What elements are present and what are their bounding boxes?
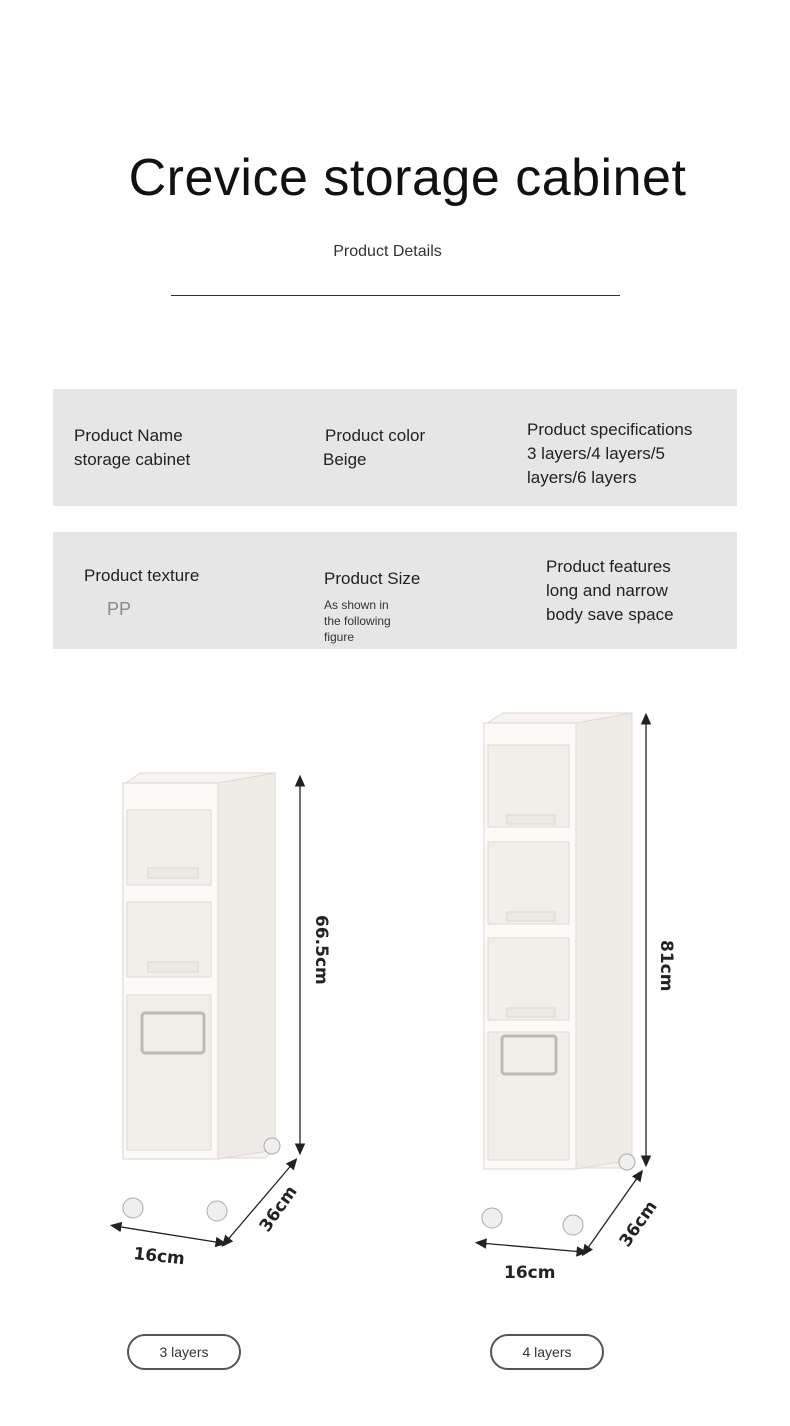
product-spec-value-2: layers/6 layers bbox=[527, 468, 637, 487]
product-texture-label: Product texture bbox=[84, 566, 200, 585]
width-dimension-line-right bbox=[480, 1243, 583, 1252]
product-size-value-2: the following bbox=[324, 614, 391, 628]
page-subtitle: Product Details bbox=[333, 243, 442, 260]
page-title: Crevice storage cabinet bbox=[128, 149, 687, 207]
cabinet-4-layers-image bbox=[482, 713, 635, 1235]
details-row-2 bbox=[53, 532, 737, 649]
product-spec-value-1: 3 layers/4 layers/5 bbox=[527, 444, 665, 463]
product-features-block bbox=[546, 555, 674, 627]
product-size-value-1: As shown in bbox=[324, 598, 389, 612]
height-label-right: 81cm bbox=[656, 940, 676, 992]
product-spec-block bbox=[527, 418, 692, 490]
product-color-value: Beige bbox=[323, 450, 367, 469]
product-features-value-1: long and narrow bbox=[546, 581, 668, 600]
three-layers-button[interactable]: 3 layers bbox=[127, 1334, 241, 1370]
cabinet-illustration bbox=[0, 680, 790, 1300]
height-label-left: 66.5cm bbox=[311, 915, 331, 985]
cabinet-3-layers-image bbox=[123, 773, 280, 1221]
title-divider bbox=[171, 295, 620, 296]
width-label-right: 16cm bbox=[504, 1263, 556, 1283]
product-color-label: Product color bbox=[325, 426, 426, 445]
product-texture-value: PP bbox=[107, 599, 132, 619]
product-spec-label: Product specifications bbox=[527, 420, 693, 439]
depth-label-left: 36cm bbox=[255, 1182, 302, 1236]
product-size-label: Product Size bbox=[324, 569, 421, 588]
product-name-block bbox=[74, 424, 190, 472]
details-row-1 bbox=[53, 389, 737, 506]
product-name-label: Product Name bbox=[74, 426, 183, 445]
product-size-value-3: figure bbox=[324, 630, 355, 644]
product-size-block bbox=[324, 567, 420, 645]
width-label-left: 16cm bbox=[132, 1244, 186, 1270]
four-layers-button[interactable]: 4 layers bbox=[490, 1334, 604, 1370]
product-features-value-2: body save space bbox=[546, 605, 674, 624]
depth-label-right: 36cm bbox=[615, 1197, 662, 1251]
product-texture-block bbox=[84, 564, 199, 621]
width-dimension-line-left bbox=[115, 1226, 222, 1243]
product-color-block bbox=[323, 424, 425, 472]
product-name-value: storage cabinet bbox=[74, 450, 191, 469]
product-features-label: Product features bbox=[546, 557, 671, 576]
